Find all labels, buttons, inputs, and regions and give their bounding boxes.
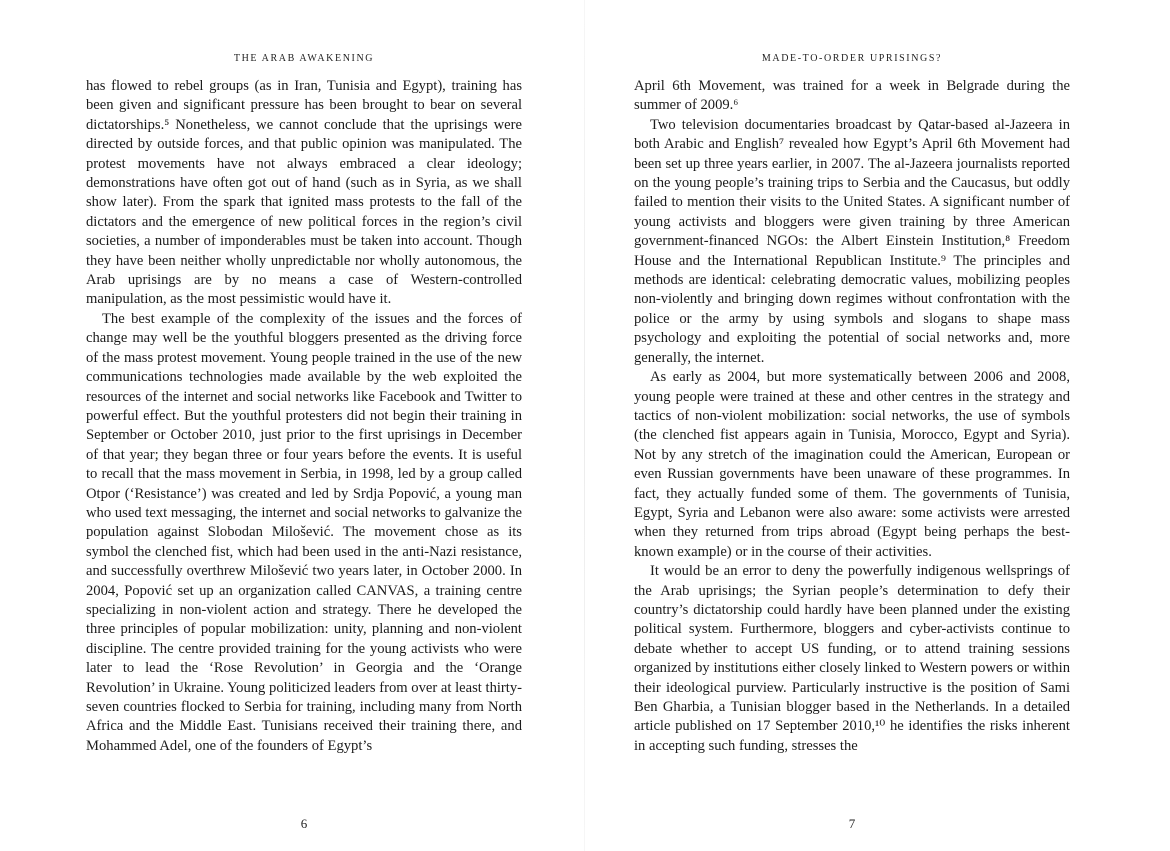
right-page	[634, 0, 1070, 851]
running-head-right: MADE-TO-ORDER UPRISINGS?	[761, 53, 943, 64]
paragraph: has flowed to rebel groups (as in Iran, Tunisia and Egypt), training has been given and significant pressure has been brought to bear on several dictatorships.⁵ Nonetheless, we cannot conclude that the uprisings were directed by outside forces, and that public opinion was manipulated. The protest movements have not always embraced a clear ideology; demonstrations have often got out of hand (such as in Syria, as we shall show later). From the spark that ignited mass protests to the fall of the dictators and the emergence of new political forces in the region’s civil societies, a number of imponderables must be taken into account. Though they have been neither wholly unpredictable nor wholly autonomous, the Arab uprisings are by no means a case of Western-controlled manipulation, as the most pessimistic would have it.	[86, 78, 522, 308]
paragraph: Two television documentaries broadcast by Qatar-based al-Jazeera in both Arabic and English⁷ revealed how Egypt’s April 6th Movement had been set up three years earlier, in 2007. The al-Jazeera journalists reported on the young people’s training trips to Serbia and the Caucasus, but oddly failed to mention their visits to the United States. A significant number of young activists and bloggers were given training by three American government-financed NGOs: the Albert Einstein Institution,⁸ Freedom House and the International Republican Institute.⁹ The principles and methods are identical: celebrating democratic values, mobilizing peoples non-violently and bringing down regimes without confrontation with the police or the army by using symbols and slogans to shape mass psychology and exploiting the potential of social networks and, more generally, the internet.	[634, 116, 1070, 366]
running-head-left: THE ARAB AWAKENING	[233, 53, 375, 64]
paragraph: The best example of the complexity of the issues and the forces of change may well be the youthful bloggers presented as the driving force of the mass protest movement. Young people trained in the use of the new communications technologies made available by the web exploited the resources of the internet and social networks like Facebook and Twitter to powerful effect. But the youthful protesters did not begin their training in September or October 2010, just prior to the first uprisings in December of that year; they began three or four years before the events. It is useful to recall that the mass movement in Serbia, in 1998, led by a group called Otpor (‘Resistance’) was created and led by Srdja Popović, a young man who used text messaging, the internet and social networks to galvanize the population against Slobodan Milošević. The movement chose as its symbol the clenched fist, which had been used in the anti-Nazi resistance, and successfully overthrew Milošević two years later, in October 2000. In 2004, Popović set up an organization called CANVAS, a training centre specializing in non-violent action and strategy. There he developed the three principles of popular mobilization: unity, planning and non-violent discipline. The centre provided training for the young activists who were later to lead the ‘Rose Revolution’ in Georgia and the ‘Orange Revolution’ in Ukraine. Young politicized leaders from over at least thirty-seven countries flocked to Serbia for training, including many from North Africa and the Middle East. Tunisians received their training there, and Mohammed Adel, one of the founders of Egypt’s	[86, 310, 522, 754]
paragraph: As early as 2004, but more systematically between 2006 and 2008, young people were trained at these and other centres in the strategy and tactics of non-violent mobilization: social networks, the use of symbols (the clenched fist appears again in Tunisia, Morocco, Egypt and Syria). Not by any stretch of the imagination could the American, European or even Russian governments have been unaware of these programmes. In fact, they actually funded some of them. The governments of Tunisia, Egypt, Syria and Lebanon were also aware: some activists were arrested when they returned from trips abroad (Egypt being perhaps the best-known example) or in the course of their activities.	[634, 369, 1070, 560]
body-text-right	[634, 77, 1070, 756]
gutter-shadow	[584, 0, 585, 851]
page-number-left: 6	[300, 816, 308, 831]
page-number-right: 7	[848, 816, 856, 831]
paragraph: It would be an error to deny the powerfully indigenous wellsprings of the Arab uprisings; the Syrian people’s determination to defy their country’s dictatorship could hardly have been planned under the existing political system. Furthermore, bloggers and cyber-activists continue to debate whether to accept US funding, or to attend training sessions organized by institutions either closely linked to Western powers or within their ideological purview. Particularly instructive is the position of Sami Ben Gharbia, a Tunisian blogger based in the Netherlands. In a detailed article published on 17 September 2010,¹⁰ he identifies the risks inherent in accepting such funding, stresses the	[634, 563, 1070, 754]
body-text-left	[86, 77, 522, 756]
paragraph: April 6th Movement, was trained for a week in Belgrade during the summer of 2009.⁶	[634, 78, 1070, 114]
left-page	[86, 0, 522, 851]
